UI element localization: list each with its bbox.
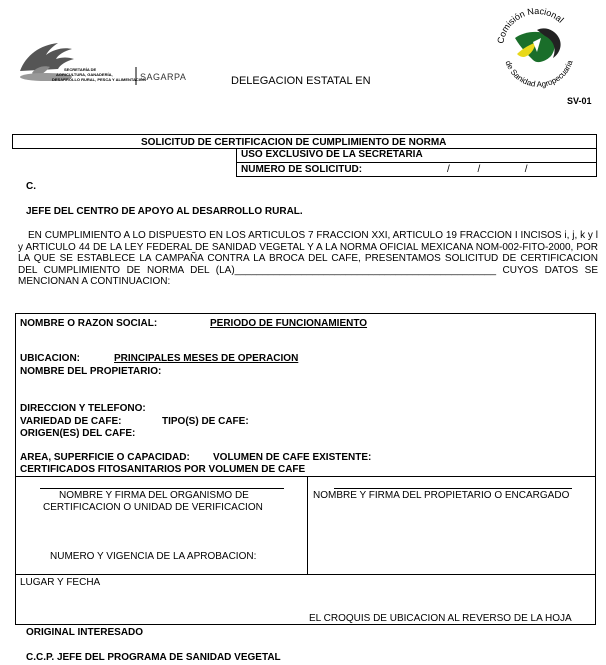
organism-line-1: NOMBRE Y FIRMA DEL ORGANISMO DE — [59, 490, 249, 501]
variedad-label: VARIEDAD DE CAFE: — [20, 416, 122, 427]
organism-signature-line — [40, 488, 284, 489]
area-label: AREA, SUPERFICIE O CAPACIDAD: — [20, 452, 190, 463]
original-interesado: ORIGINAL INTERESADO — [26, 627, 144, 638]
approval-label: NUMERO Y VIGENCIA DE LA APROBACION: — [50, 551, 257, 562]
origen-label: ORIGEN(ES) DEL CAFE: — [20, 428, 136, 439]
form-code: SV-01 — [567, 96, 592, 106]
logo-arc-bottom: de Sanidad Agropecuaria — [503, 59, 575, 89]
logo-arc-top: Comisión Nacional — [495, 5, 566, 45]
razon-social-label: NOMBRE O RAZON SOCIAL: — [20, 318, 158, 329]
ubicacion-label: UBICACION: — [20, 353, 80, 364]
secretary-use-box — [236, 148, 597, 177]
signature-divider — [307, 476, 308, 575]
sagarpa-logo — [12, 37, 187, 93]
sagarpa-acronym: SAGARPA — [140, 72, 187, 82]
delegation-label: DELEGACION ESTATAL EN — [231, 75, 371, 87]
tipo-label: TIPO(S) DE CAFE: — [162, 416, 249, 427]
propietario-label: NOMBRE DEL PROPIETARIO: — [20, 366, 162, 377]
logo-line-1: SECRETARÍA DE — [64, 67, 97, 72]
request-number-label: NUMERO DE SOLICITUD: — [241, 164, 363, 175]
intro-paragraph: EN CUMPLIMIENTO A LO DISPUESTO EN LOS ARTICULOS 7 FRACCION XXI, ARTICULO 19 FRACCION I INCISOS i, j, k y l y ARTICULO 44 DE LA LEY FEDERAL DE SANIDAD VEGETAL Y A LA NORMA OFICIAL MEXICANA NOM-002-FITO-2000, POR LA QUE SE ESTABLECE LA CAMPAÑA CONTRA LA BROCA DEL CAFE, PRESENTAMOS SOLICITUD DE CERTIFICACION DEL CUMPLIMIENTO DE NORMA DEL (LA)_______________________________________________ CUYOS DATOS SE MENCIONAN A CONTINUACION: — [18, 230, 598, 287]
meses-label: PRINCIPALES MESES DE OPERACION — [114, 353, 299, 364]
organism-line-2: CERTIFICACION O UNIDAD DE VERIFICACION — [43, 502, 263, 513]
croquis-note: EL CROQUIS DE UBICACION AL REVERSO DE LA HOJA — [309, 613, 572, 624]
volumen-label: VOLUMEN DE CAFE EXISTENTE: — [213, 452, 372, 463]
ccp-line: C.C.P. JEFE DEL PROGRAMA DE SANIDAD VEGETAL — [26, 652, 281, 663]
direccion-label: DIRECCION Y TELEFONO: — [20, 403, 146, 414]
svg-text:de Sanidad Agropecuaria — [504, 59, 575, 89]
logo-line-3: DESARROLLO RURAL, PESCA Y ALIMENTACIÓN — [52, 77, 146, 82]
exclusive-use-label: USO EXCLUSIVO DE LA SECRETARIA — [241, 149, 423, 160]
addressee-chief: JEFE DEL CENTRO DE APOYO AL DESARROLLO RURAL. — [26, 206, 303, 217]
sagarpa-text — [52, 67, 146, 82]
request-number-field[interactable]: / / / — [447, 164, 528, 175]
eagle-emblem-icon — [12, 37, 174, 93]
owner-signature-line — [334, 488, 572, 489]
addressee-c: C. — [26, 181, 36, 192]
mexico-map-icon — [493, 4, 581, 92]
form-title: SOLICITUD DE CERTIFICACION DE CUMPLIMIENTO DE NORMA — [141, 137, 447, 148]
exclusive-use-row — [237, 148, 596, 162]
owner-label: NOMBRE Y FIRMA DEL PROPIETARIO O ENCARGADO — [313, 490, 570, 501]
conasag-logo — [493, 4, 581, 92]
request-number-row — [237, 162, 596, 176]
logo-line-2: AGRICULTURA, GANADERÍA, — [56, 72, 113, 77]
periodo-label: PERIODO DE FUNCIONAMIENTO — [210, 318, 368, 329]
form-title-box — [12, 134, 597, 149]
place-date-label: LUGAR Y FECHA — [20, 577, 101, 588]
certificados-label: CERTIFICADOS FITOSANITARIOS POR VOLUMEN DE CAFE — [20, 464, 306, 475]
